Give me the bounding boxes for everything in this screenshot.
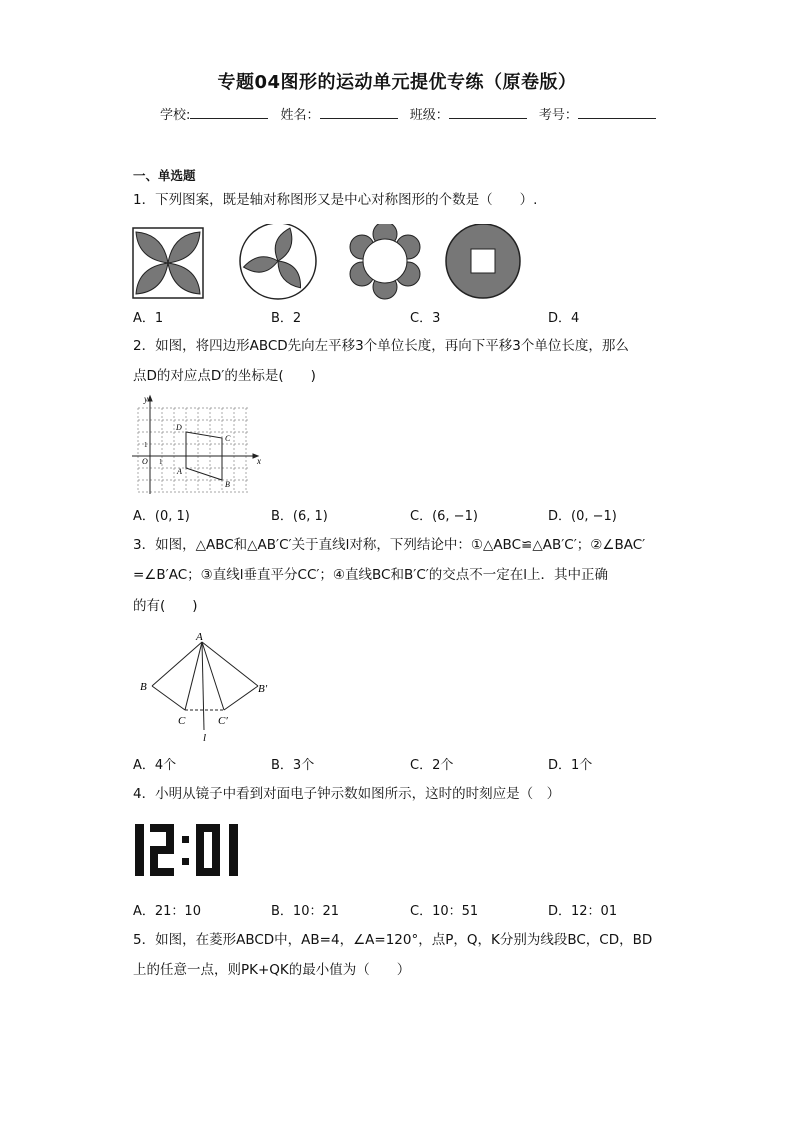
class-label: 班级： xyxy=(409,108,449,123)
q2-axis-x-label: x xyxy=(257,456,261,466)
q1-figures xyxy=(130,224,530,304)
q3-line-l-label: l xyxy=(203,732,207,744)
q3-reflection-figure xyxy=(134,628,284,744)
q4-clock-value xyxy=(0,0,3,1)
student-info-line xyxy=(160,104,664,123)
q1-option-a[interactable]: A．1 xyxy=(133,311,164,326)
q3-point-b-label: B xyxy=(140,681,147,693)
name-label: 姓名： xyxy=(280,108,320,123)
q2-grid-lines xyxy=(138,408,250,492)
q2-point-d-label: D xyxy=(176,423,182,432)
q1-stem: 1．下列图案，既是轴对称图形又是中心对称图形的个数是（ ）. xyxy=(133,192,538,208)
q2-point-b-label: B xyxy=(225,480,230,489)
q3-point-b-prime-label: B′ xyxy=(258,683,268,695)
school-label: 学校: xyxy=(160,108,191,123)
q4-option-d[interactable]: D．12：01 xyxy=(548,904,618,919)
q3-option-d[interactable]: D．1个 xyxy=(548,758,593,773)
q1-option-b[interactable]: B．2 xyxy=(271,311,302,326)
exam-number-blank[interactable] xyxy=(578,106,656,119)
q1-figure-square-petals xyxy=(133,228,203,298)
q4-option-c[interactable]: C．10：51 xyxy=(410,904,479,919)
q4-option-a[interactable]: A．21：10 xyxy=(133,904,201,919)
q2-stem-line2: 点D的对应点D′的坐标是( ) xyxy=(133,368,316,384)
q3-option-c[interactable]: C．2个 xyxy=(410,758,454,773)
q2-option-d[interactable]: D．(0, −1) xyxy=(548,509,617,524)
q3-stem-line3: 的有( ) xyxy=(133,598,198,614)
q3-point-c-label: C xyxy=(178,715,186,727)
page-title: 专题04图形的运动单元提优专练（原卷版） xyxy=(217,72,577,93)
q2-grid-graph xyxy=(128,392,268,496)
q1-option-c[interactable]: C．3 xyxy=(410,311,441,326)
name-blank[interactable] xyxy=(320,106,398,119)
q1-option-d[interactable]: D．4 xyxy=(548,311,580,326)
q2-option-c[interactable]: C．(6, −1) xyxy=(410,509,478,524)
q2-option-a[interactable]: A．(0, 1) xyxy=(133,509,190,524)
class-blank[interactable] xyxy=(449,106,527,119)
q3-stem-line2: =∠B′AC；③直线l垂直平分CC′；④直线BC和B′C′的交点不一定在l上．其中正确 xyxy=(133,567,609,583)
q1-figure-circle-leaves xyxy=(240,224,316,299)
q3-stem-line1: 3．如图，△ABC和△AB′C′关于直线l对称，下列结论中：①△ABC≌△AB′C′；②∠BAC′ xyxy=(133,537,646,553)
q4-stem: 4．小明从镜子中看到对面电子钟示数如图所示，这时的时刻应是（ ） xyxy=(133,786,561,802)
q2-tick-y-label: 1 xyxy=(144,441,148,449)
q5-stem-line1: 5．如图，在菱形ABCD中，AB=4，∠A=120°，点P，Q，K分别为线段BC，CD，BD xyxy=(133,932,653,948)
q3-point-a-label: A xyxy=(196,631,203,643)
q3-option-a[interactable]: A．4个 xyxy=(133,758,177,773)
q2-origin-label: O xyxy=(142,457,148,466)
q1-figure-coin xyxy=(446,224,520,298)
school-blank[interactable] xyxy=(190,106,268,119)
q3-option-b[interactable]: B．3个 xyxy=(271,758,315,773)
q1-figure-flower xyxy=(350,224,420,299)
exam-number-label: 考号： xyxy=(538,108,578,123)
q5-stem-line2: 上的任意一点，则PK+QK的最小值为（ ） xyxy=(133,962,411,978)
q2-option-b[interactable]: B．(6, 1) xyxy=(271,509,328,524)
q4-option-b[interactable]: B．10：21 xyxy=(271,904,340,919)
q2-point-c-label: C xyxy=(225,434,231,443)
q2-axis-y-label: y xyxy=(144,394,148,404)
section-heading: 一、单选题 xyxy=(133,168,196,183)
q4-digital-clock xyxy=(133,822,243,878)
q3-point-c-prime-label: C′ xyxy=(218,715,228,727)
q2-tick-x-label: 1 xyxy=(159,458,163,466)
q2-point-a-label: A xyxy=(177,467,182,476)
q2-stem-line1: 2．如图，将四边形ABCD先向左平移3个单位长度，再向下平移3个单位长度，那么 xyxy=(133,338,629,354)
